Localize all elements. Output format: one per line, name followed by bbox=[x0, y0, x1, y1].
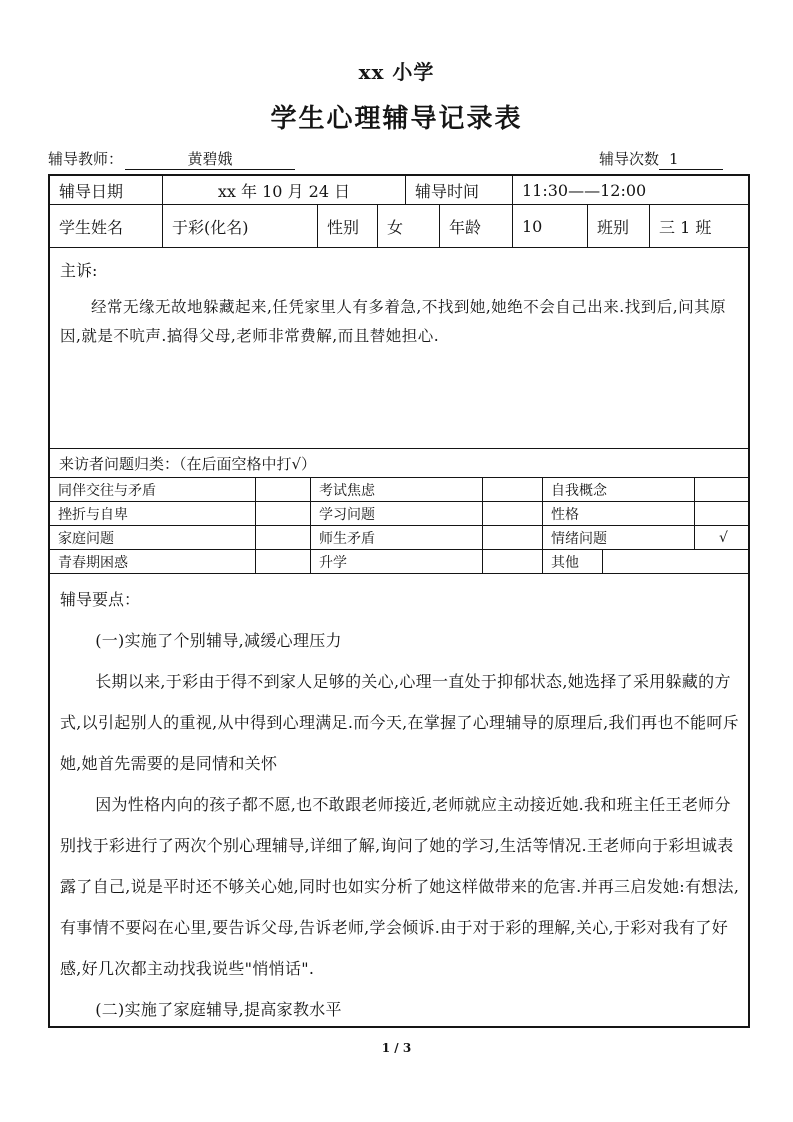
category-label: 家庭问题 bbox=[58, 530, 114, 547]
classification-row bbox=[50, 549, 748, 573]
key-points-paragraph: (一)实施了个别辅导,减缓心理压力 bbox=[95, 631, 342, 650]
category-checkbox bbox=[694, 502, 752, 525]
classification-row bbox=[50, 525, 748, 549]
category-label: 升学 bbox=[310, 550, 482, 573]
key-points-paragraph: 因为性格内向的孩子都不愿,也不敢跟老师接近,老师就应主动接近她.我和班主任王老师分别找于彩进行了两次个别心理辅导,详细了解,询问了她的学习,生活等情况.王老师向于彩坦诚表露了自己,说是平时还不够关心她,同时也如实分析了她这样做带来的危害.并再三启发她:有想法,有事情不要闷在心里,要告诉父母,告诉老师,学会倾诉.由于对于彩的理解,关心,于彩对我有了好感,好几次都主动找我说些"悄悄话". bbox=[60, 795, 740, 978]
classification-header: 来访者问题归类：（在后面空格中打√） bbox=[59, 454, 317, 473]
age-label: 年龄 bbox=[439, 205, 512, 247]
form-title: 学生心理辅导记录表 bbox=[270, 104, 523, 134]
student-info-row bbox=[50, 204, 748, 247]
complaint-label: 主诉: bbox=[60, 261, 98, 280]
category-checkbox bbox=[482, 526, 542, 549]
sessions-value: 1 bbox=[659, 149, 723, 170]
date-value: xx 年 10 月 24 日 bbox=[162, 176, 405, 204]
category-label: 青春期困惑 bbox=[58, 554, 128, 571]
category-label: 学习问题 bbox=[310, 502, 482, 525]
category-label: 挫折与自卑 bbox=[58, 506, 128, 523]
key-points-label: 辅导要点： bbox=[60, 590, 141, 609]
teacher-name: 黄碧娥 bbox=[125, 149, 295, 170]
key-points-row bbox=[50, 573, 748, 1026]
key-points-paragraph: (二)实施了家庭辅导,提高家教水平 bbox=[95, 1000, 342, 1019]
teacher-label: 辅导教师： bbox=[48, 150, 124, 168]
classification-header-row bbox=[50, 448, 748, 477]
teacher-field bbox=[48, 148, 295, 170]
class-value: 三 1 班 bbox=[649, 205, 752, 247]
key-points-cell bbox=[50, 574, 752, 1026]
classification-row bbox=[50, 501, 748, 525]
sessions-label: 辅导次数 bbox=[598, 150, 659, 168]
class-label: 班别 bbox=[587, 205, 649, 247]
category-label: 自我概念 bbox=[542, 478, 694, 501]
complaint-row bbox=[50, 247, 748, 448]
classification-row bbox=[50, 477, 748, 501]
gender-label: 性别 bbox=[317, 205, 377, 247]
category-label: 情绪问题 bbox=[542, 526, 694, 549]
gender-value: 女 bbox=[377, 205, 439, 247]
date-label: 辅导日期 bbox=[59, 181, 124, 201]
category-label: 性格 bbox=[542, 502, 694, 525]
student-name-label: 学生姓名 bbox=[59, 217, 124, 237]
complaint-text: 经常无缘无故地躲藏起来,任凭家里人有多着急,不找到她,她绝不会自己出来.找到后,问其原因,就是不吭声.搞得父母,老师非常费解,而且替她担心. bbox=[60, 298, 727, 345]
category-label: 同伴交往与矛盾 bbox=[58, 482, 156, 499]
other-blank-field bbox=[602, 550, 752, 573]
age-value: 10 bbox=[512, 205, 587, 247]
sessions-field bbox=[599, 148, 723, 170]
category-label: 考试焦虑 bbox=[310, 478, 482, 501]
page-number: 1 / 3 bbox=[381, 1041, 412, 1055]
category-checkbox bbox=[255, 502, 310, 525]
date-time-row bbox=[50, 176, 748, 204]
checkmark: √ bbox=[694, 526, 752, 549]
category-checkbox bbox=[482, 478, 542, 501]
time-label: 辅导时间 bbox=[405, 176, 512, 204]
category-checkbox bbox=[255, 550, 310, 573]
complaint-cell bbox=[50, 248, 752, 448]
key-points-paragraph: 长期以来,于彩由于得不到家人足够的关心,心理一直处于抑郁状态,她选择了采用躲藏的方式,以引起别人的重视,从中得到心理满足.而今天,在掌握了心理辅导的原理后,我们再也不能呵斥她,她首先需要的是同情和关怀 bbox=[60, 672, 739, 773]
category-label: 师生矛盾 bbox=[310, 526, 482, 549]
category-checkbox bbox=[255, 526, 310, 549]
category-checkbox bbox=[482, 502, 542, 525]
time-value: 11:30——12:00 bbox=[512, 176, 752, 204]
category-label-other: 其他 bbox=[542, 550, 602, 573]
category-checkbox bbox=[694, 478, 752, 501]
school-title: xx 小学 bbox=[358, 60, 435, 84]
category-checkbox bbox=[255, 478, 310, 501]
student-name-value: 于彩(化名) bbox=[162, 205, 317, 247]
teacher-row bbox=[48, 148, 723, 170]
counseling-record-table bbox=[48, 174, 750, 1028]
category-checkbox bbox=[482, 550, 542, 573]
